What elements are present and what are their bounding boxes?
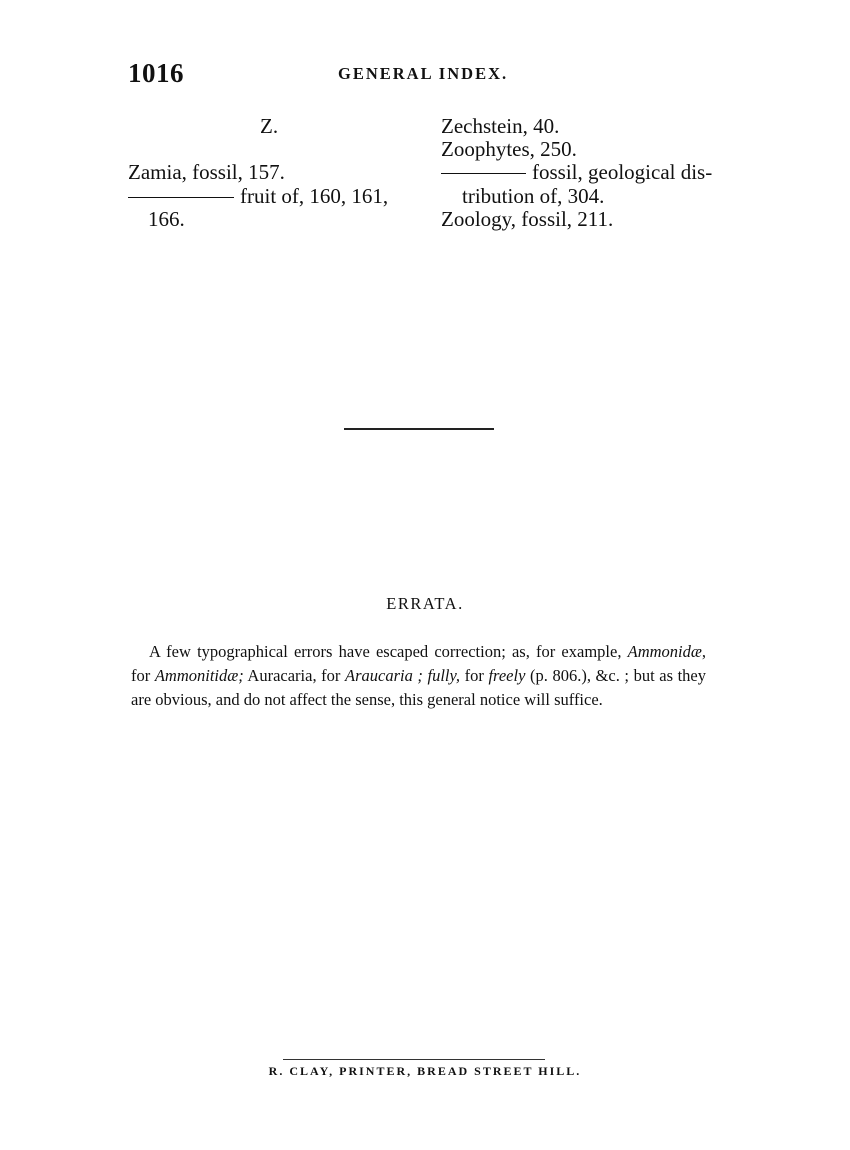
- index-entry-zoology: Zoology, fossil, 211.: [441, 207, 614, 231]
- page-number: 1016: [128, 58, 184, 88]
- errata-text-italic: freely: [488, 666, 526, 685]
- index-subentry-zoophytes-fossil: [441, 160, 712, 184]
- ditto-rule: [441, 173, 526, 174]
- index-subentry-zamia-fruit: [128, 184, 388, 208]
- errata-text-italic: Ammonitidæ;: [154, 666, 244, 685]
- errata-text-italic: Araucaria ; fully,: [345, 666, 461, 685]
- errata-text: , for: [131, 642, 707, 685]
- index-entry-zamia: Zamia, fossil, 157.: [128, 160, 285, 184]
- section-divider: [344, 428, 494, 430]
- index-entry-continuation: tribution of, 304.: [462, 184, 605, 208]
- running-head: GENERAL INDEX.: [338, 64, 509, 83]
- errata-text: for: [460, 666, 489, 685]
- index-entry-zoophytes: Zoophytes, 250.: [441, 137, 577, 161]
- errata-text-italic: Ammonidæ: [627, 642, 702, 661]
- printer-imprint: R. CLAY, PRINTER, BREAD STREET HILL.: [268, 1064, 582, 1078]
- errata-text: A few typographical errors have escaped correction; as, for example,: [149, 642, 622, 661]
- index-letter-heading: Z.: [260, 114, 279, 138]
- errata-heading: ERRATA.: [386, 594, 464, 613]
- errata-paragraph: [131, 640, 706, 712]
- footer-rule: [283, 1059, 545, 1060]
- errata-text: Auracaria, for: [243, 666, 345, 685]
- index-entry-continuation: 166.: [148, 207, 185, 231]
- index-entry-zechstein: Zechstein, 40.: [441, 114, 560, 138]
- index-subentry-text: fossil, geological dis-: [532, 160, 713, 184]
- errata-text: (p. 806.), &c. ; but as they are obvious, and do not affect the sense, this general notice will suffice.: [131, 666, 706, 709]
- ditto-rule: [128, 197, 234, 198]
- index-subentry-text: fruit of, 160, 161,: [240, 184, 389, 208]
